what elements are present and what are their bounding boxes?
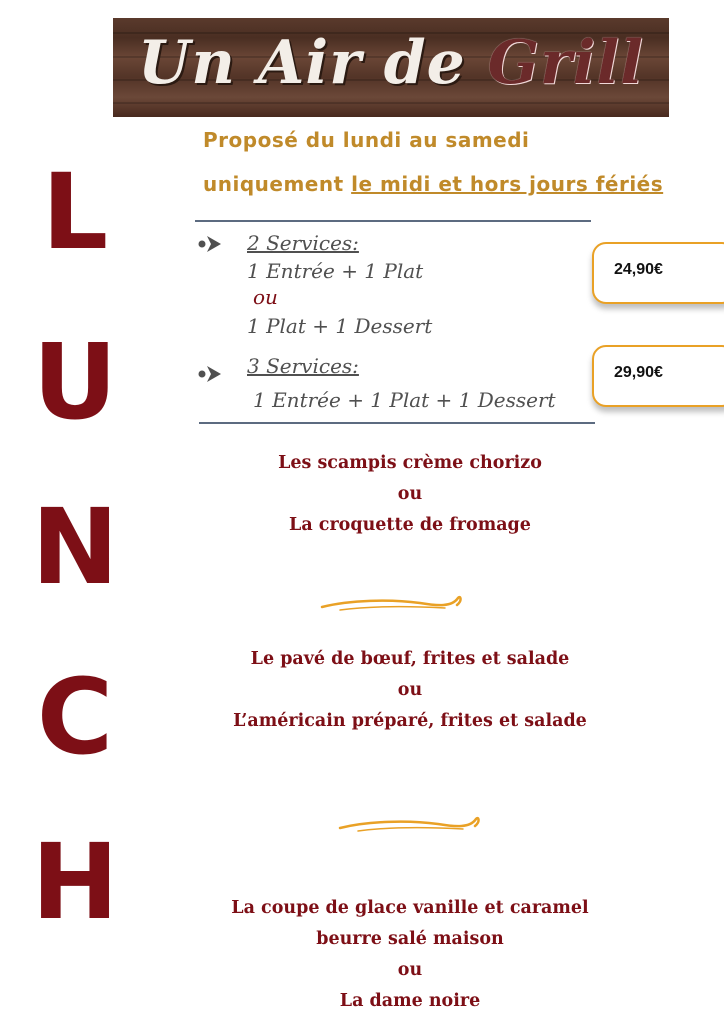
divider-bottom [199, 422, 595, 424]
starter-option-2: La croquette de fromage [289, 515, 531, 535]
starter-option-1: Les scampis crème chorizo [278, 453, 542, 473]
formula-2-services-or: ou [253, 285, 278, 309]
logo-text-grill: Grill [487, 28, 644, 98]
logo-text-part1: Un Air de [138, 28, 488, 98]
price-box-3-services [592, 345, 724, 407]
intro-line-2 [203, 172, 663, 196]
dessert-option-1-line-2: beurre salé maison [316, 929, 504, 949]
formula-2-services-title: 2 Services: [247, 231, 359, 255]
main-or: ou [397, 680, 423, 700]
lunch-letter-u: U [32, 321, 118, 443]
dessert-option-2: La dame noire [339, 991, 481, 1011]
swash-divider-1 [320, 594, 465, 616]
restaurant-logo [113, 18, 669, 117]
divider-top [195, 220, 591, 222]
lunch-letter-h: H [31, 821, 119, 943]
price-box-2-services [592, 242, 724, 304]
main-option-1: Le pavé de bœuf, frites et salade [250, 649, 570, 669]
formula-2-services-line-2: 1 Plat + 1 Dessert [247, 314, 433, 338]
main-option-2: L’américain préparé, frites et salade [233, 711, 587, 731]
intro-line-2-underlined: le midi et hors jours fériés [351, 172, 664, 196]
arrow-bullet-icon [197, 233, 223, 255]
starter-or: ou [397, 484, 423, 504]
lunch-letter-l: L [41, 151, 109, 273]
intro-line-2-plain: uniquement [203, 172, 352, 196]
swash-divider-2 [338, 815, 483, 837]
price-2-services: 24,90€ [614, 261, 663, 278]
lunch-letter-n: N [31, 486, 119, 608]
dessert-option-1-line-1: La coupe de glace vanille et caramel [231, 898, 589, 918]
price-3-services: 29,90€ [614, 364, 663, 381]
formula-2-services-line-1: 1 Entrée + 1 Plat [247, 259, 424, 283]
lunch-letter-c: C [36, 656, 114, 778]
formula-3-services-line-1: 1 Entrée + 1 Plat + 1 Dessert [253, 388, 556, 412]
dessert-or: ou [397, 960, 423, 980]
logo-text [113, 28, 669, 98]
intro-line-1: Proposé du lundi au samedi [203, 128, 530, 152]
arrow-bullet-icon [197, 363, 223, 385]
formula-3-services-title: 3 Services: [247, 354, 359, 378]
